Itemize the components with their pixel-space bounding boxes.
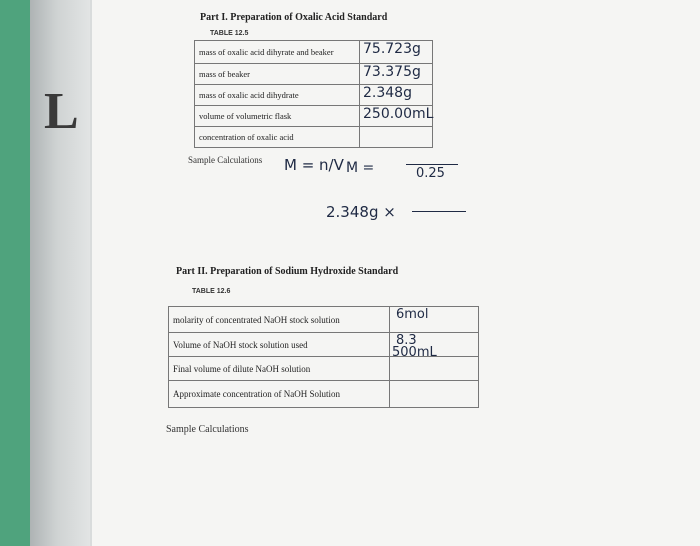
row-label: mass of oxalic acid dihydrate bbox=[195, 85, 360, 106]
row-value bbox=[390, 381, 479, 408]
table-12-5-caption: TABLE 12.5 bbox=[210, 30, 249, 37]
row-label: mass of oxalic acid dihyrate and beaker bbox=[195, 41, 360, 64]
table-12-6 bbox=[168, 306, 479, 408]
table-row bbox=[195, 106, 433, 127]
part2-title: Part II. Preparation of Sodium Hydroxide Standard bbox=[176, 266, 399, 277]
table-12-5 bbox=[194, 40, 433, 148]
calc-denominator: 0.25 bbox=[416, 166, 445, 181]
row-label: Approximate concentration of NaOH Solution bbox=[169, 381, 390, 408]
calc-line2-blank bbox=[412, 211, 466, 212]
part1-title: Part I. Preparation of Oxalic Acid Standard bbox=[200, 12, 388, 23]
table-row bbox=[169, 307, 479, 333]
row-value: 73.375g bbox=[360, 64, 433, 85]
table-row bbox=[195, 41, 433, 64]
table-row bbox=[169, 381, 479, 408]
row-value: 6mol bbox=[390, 307, 479, 333]
table-row bbox=[195, 85, 433, 106]
table-row bbox=[169, 357, 479, 381]
part2-sample-calculations-label: Sample Calculations bbox=[166, 424, 249, 435]
part1-sample-calculations-label: Sample Calculations bbox=[188, 155, 263, 165]
margin-letter: L bbox=[44, 83, 79, 140]
row-value: 250.00mL bbox=[360, 106, 433, 127]
green-background bbox=[0, 0, 30, 546]
table-row bbox=[195, 64, 433, 85]
table-12-6-caption: TABLE 12.6 bbox=[192, 288, 231, 295]
row-label: volume of volumetric flask bbox=[195, 106, 360, 127]
row-label: Volume of NaOH stock solution used bbox=[169, 333, 390, 357]
row-label: Final volume of dilute NaOH solution bbox=[169, 357, 390, 381]
row-label: concentration of oxalic acid bbox=[195, 127, 360, 148]
calc-m: M = bbox=[346, 160, 375, 176]
row-value bbox=[360, 127, 433, 148]
row-value: 500mL bbox=[390, 357, 479, 381]
row-label: molarity of concentrated NaOH stock solution bbox=[169, 307, 390, 333]
table-row bbox=[195, 127, 433, 148]
row-value: 75.723g bbox=[360, 41, 433, 64]
row-label: mass of beaker bbox=[195, 64, 360, 85]
row-value: 8.3 bbox=[390, 333, 479, 357]
row-value: 2.348g bbox=[360, 85, 433, 106]
calc-line2: 2.348g × bbox=[326, 203, 396, 221]
calc-formula: M = n/V bbox=[284, 156, 344, 174]
fraction-bar bbox=[406, 164, 458, 165]
